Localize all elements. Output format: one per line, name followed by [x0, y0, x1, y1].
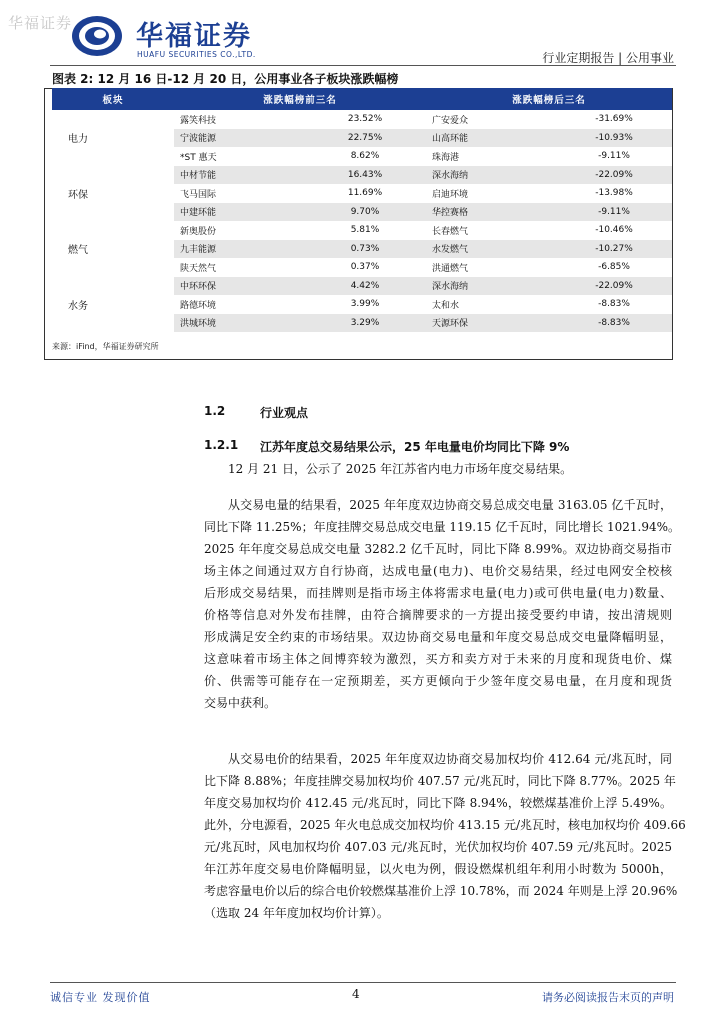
paragraph-line: 场主体之间通过双方自行协商，达成电量(电力)、电价交易结果，经过电网安全校核: [204, 564, 672, 578]
top-stock-name: 中环环保: [174, 277, 304, 296]
bottom-stock-name: 山高环能: [426, 129, 556, 148]
paragraph-intro: [204, 458, 672, 480]
section-title: 行业观点: [260, 406, 309, 420]
bottom-stock-change: -10.93%: [556, 129, 672, 148]
sector-label: 水务: [52, 277, 174, 333]
header-divider: [50, 65, 676, 66]
bottom-stock-change: -22.09%: [556, 277, 672, 296]
top-stock-change: 16.43%: [304, 166, 426, 185]
bottom-stock-change: -6.85%: [598, 262, 630, 273]
paragraph-line: 从交易电量的结果看，2025 年年度双边协商交易总成交电量 3163.05 亿千瓦时，: [228, 498, 672, 512]
paragraph-line: 同比下降 11.25%；年度挂牌交易总成交电量 119.15 亿千瓦时，同比增长 1021.94%。: [204, 520, 681, 534]
figure-title: 图表 2: 12 月 16 日-12 月 20 日，公用事业各子板块涨跌幅榜: [52, 72, 399, 86]
table-body: [52, 110, 672, 332]
header-top3: 涨跌幅榜前三名: [174, 88, 426, 110]
bottom-stock-name: 广安爱众: [432, 115, 469, 126]
bottom-stock-change: -10.46%: [595, 225, 633, 236]
table-row: [52, 110, 672, 129]
bottom-stock-name: 长春燃气: [432, 226, 469, 237]
bottom-stock-name: 珠海港: [432, 152, 460, 163]
paragraph-volume: [204, 494, 681, 714]
bottom-stock-name: 水发燃气: [426, 240, 556, 259]
footer-divider: [50, 982, 676, 983]
figure-source: 来源：iFind，华福证券研究所: [52, 342, 159, 351]
top-stock-name: 新奥股份: [180, 226, 217, 237]
bottom-stock-change: -8.83%: [598, 299, 630, 310]
header-bottom3: 涨跌幅榜后三名: [426, 88, 672, 110]
top-stock-change: 0.73%: [304, 240, 426, 259]
bottom-stock-name: 天源环保: [426, 314, 556, 333]
footer-disclaimer: 请务必阅读报告末页的声明: [542, 991, 674, 1004]
brand-name: 华福证券: [136, 21, 252, 52]
subsection-number: 1.2.1: [204, 438, 239, 452]
top-stock-change: 11.69%: [347, 188, 383, 199]
top-stock-name: *ST 惠天: [180, 152, 217, 163]
paragraph-line: 考虑容量电价以后的综合电价较燃煤基准价上浮 10.78%，而 2024 年则是上浮 20.96%: [204, 884, 678, 898]
bottom-stock-change: -13.98%: [595, 188, 633, 199]
top-stock-change: 23.52%: [347, 114, 383, 125]
paragraph-line: （选取 24 年年度加权均价计算）。: [204, 906, 389, 920]
bottom-stock-change: -10.27%: [556, 240, 672, 259]
bottom-stock-name: 深水海纳: [426, 277, 556, 296]
paragraph-line: 比下降 8.88%；年度挂牌交易加权均价 407.57 元/兆瓦时，同比下降 8.77%。2025 年: [204, 774, 676, 788]
top-stock-name: 中材节能: [174, 166, 304, 185]
top-stock-name: 九丰能源: [174, 240, 304, 259]
top-stock-change: 3.29%: [304, 314, 426, 333]
sector-label: 电力: [52, 110, 174, 166]
table-row: [52, 166, 672, 185]
bottom-stock-change: -22.09%: [556, 166, 672, 185]
top-stock-name: 陕天然气: [180, 263, 217, 274]
footer-slogan: 诚信专业 发现价值: [50, 991, 151, 1004]
bottom-stock-change: -9.11%: [556, 203, 672, 222]
top-stock-name: 飞马国际: [180, 189, 217, 200]
subsection-title: 江苏年度总交易结果公示，25 年电量电价均同比下降 9%: [260, 440, 570, 454]
top-stock-name: 中建环能: [174, 203, 304, 222]
section-number: 1.2: [204, 404, 226, 418]
sector-label: 燃气: [52, 221, 174, 277]
bottom-stock-name: 太和水: [432, 300, 460, 311]
paragraph-line: 价、供需等可能存在一定预期差，买方更倾向于少签年度交易电量，在月度和现货: [204, 674, 672, 688]
top-stock-name: 路德环境: [180, 300, 217, 311]
top-stock-name: 露笑科技: [180, 115, 217, 126]
top-stock-change: 8.62%: [350, 151, 380, 162]
paragraph-line: 从交易电价的结果看，2025 年年度双边协商交易加权均价 412.64 元/兆瓦时，同: [228, 752, 672, 766]
top-stock-change: 3.99%: [350, 299, 380, 310]
brand-name-en: HUAFU SECURITIES CO.,LTD.: [137, 50, 256, 59]
paragraph-line: 12 月 21 日，公示了 2025 年江苏省内电力市场年度交易结果。: [228, 462, 573, 476]
table-row: [52, 277, 672, 296]
top-stock-name: 宁波能源: [174, 129, 304, 148]
paragraph-line: 元/兆瓦时，风电加权均价 407.03 元/兆瓦时，光伏加权均价 407.59 元/兆瓦时。2025: [204, 840, 672, 854]
report-type: 行业定期报告 | 公用事业: [542, 51, 674, 65]
top-stock-change: 9.70%: [304, 203, 426, 222]
paragraph-line: 价格等信息对外发布挂牌，由符合摘牌要求的一方提出接受要约申请，按出清规则: [204, 608, 672, 622]
bottom-stock-change: -31.69%: [595, 114, 633, 125]
paragraph-line: 交易中获利。: [204, 696, 277, 710]
table-row: [52, 221, 672, 240]
paragraph-line: 年江苏年度交易电价降幅明显，以火电为例，假设燃煤机组年利用小时数为 5000h，: [204, 862, 672, 876]
paragraph-line: 后形成交易结果，而挂牌则是指市场主体将需求电量(电力)或可供电量(电力)数量、: [204, 586, 672, 600]
bottom-stock-change: -9.11%: [598, 151, 630, 162]
bottom-stock-name: 洪通燃气: [432, 263, 469, 274]
table-header-row: [52, 88, 672, 110]
paragraph-line: 2025 年年度交易总成交电量 3282.2 亿千瓦时，同比下降 8.99%。双边协商交易指市: [204, 542, 672, 556]
top-stock-name: 洪城环境: [174, 314, 304, 333]
header-sector: 板块: [52, 88, 174, 110]
paragraph-line: 形成满足安全约束的市场结果。双边协商交易电量和年度交易总成交电量降幅明显，: [204, 630, 672, 644]
page-number: 4: [352, 987, 360, 1001]
paragraph-price: [204, 748, 686, 924]
sector-label: 环保: [52, 166, 174, 222]
sector-ranking-table: [52, 88, 672, 332]
bottom-stock-change: -8.83%: [556, 314, 672, 333]
top-stock-change: 22.75%: [304, 129, 426, 148]
huafu-logo-icon: [70, 13, 124, 59]
paragraph-line: 此外，分电源看，2025 年火电总成交加权均价 413.15 元/兆瓦时，核电加权均价 409.66: [204, 818, 686, 832]
top-stock-change: 4.42%: [304, 277, 426, 296]
paragraph-line: 年度交易加权均价 412.45 元/兆瓦时，同比下降 8.94%，较燃煤基准价上浮 5.49%。: [204, 796, 672, 810]
top-stock-change: 0.37%: [350, 262, 380, 273]
bottom-stock-name: 华控赛格: [426, 203, 556, 222]
paragraph-line: 这意味着市场主体之间博弈较为激烈，买方和卖方对于未来的月度和现货电价、煤: [204, 652, 672, 666]
top-stock-change: 5.81%: [350, 225, 380, 236]
bottom-stock-name: 深水海纳: [426, 166, 556, 185]
bottom-stock-name: 启迪环境: [432, 189, 469, 200]
watermark: 华福证券: [8, 14, 73, 32]
